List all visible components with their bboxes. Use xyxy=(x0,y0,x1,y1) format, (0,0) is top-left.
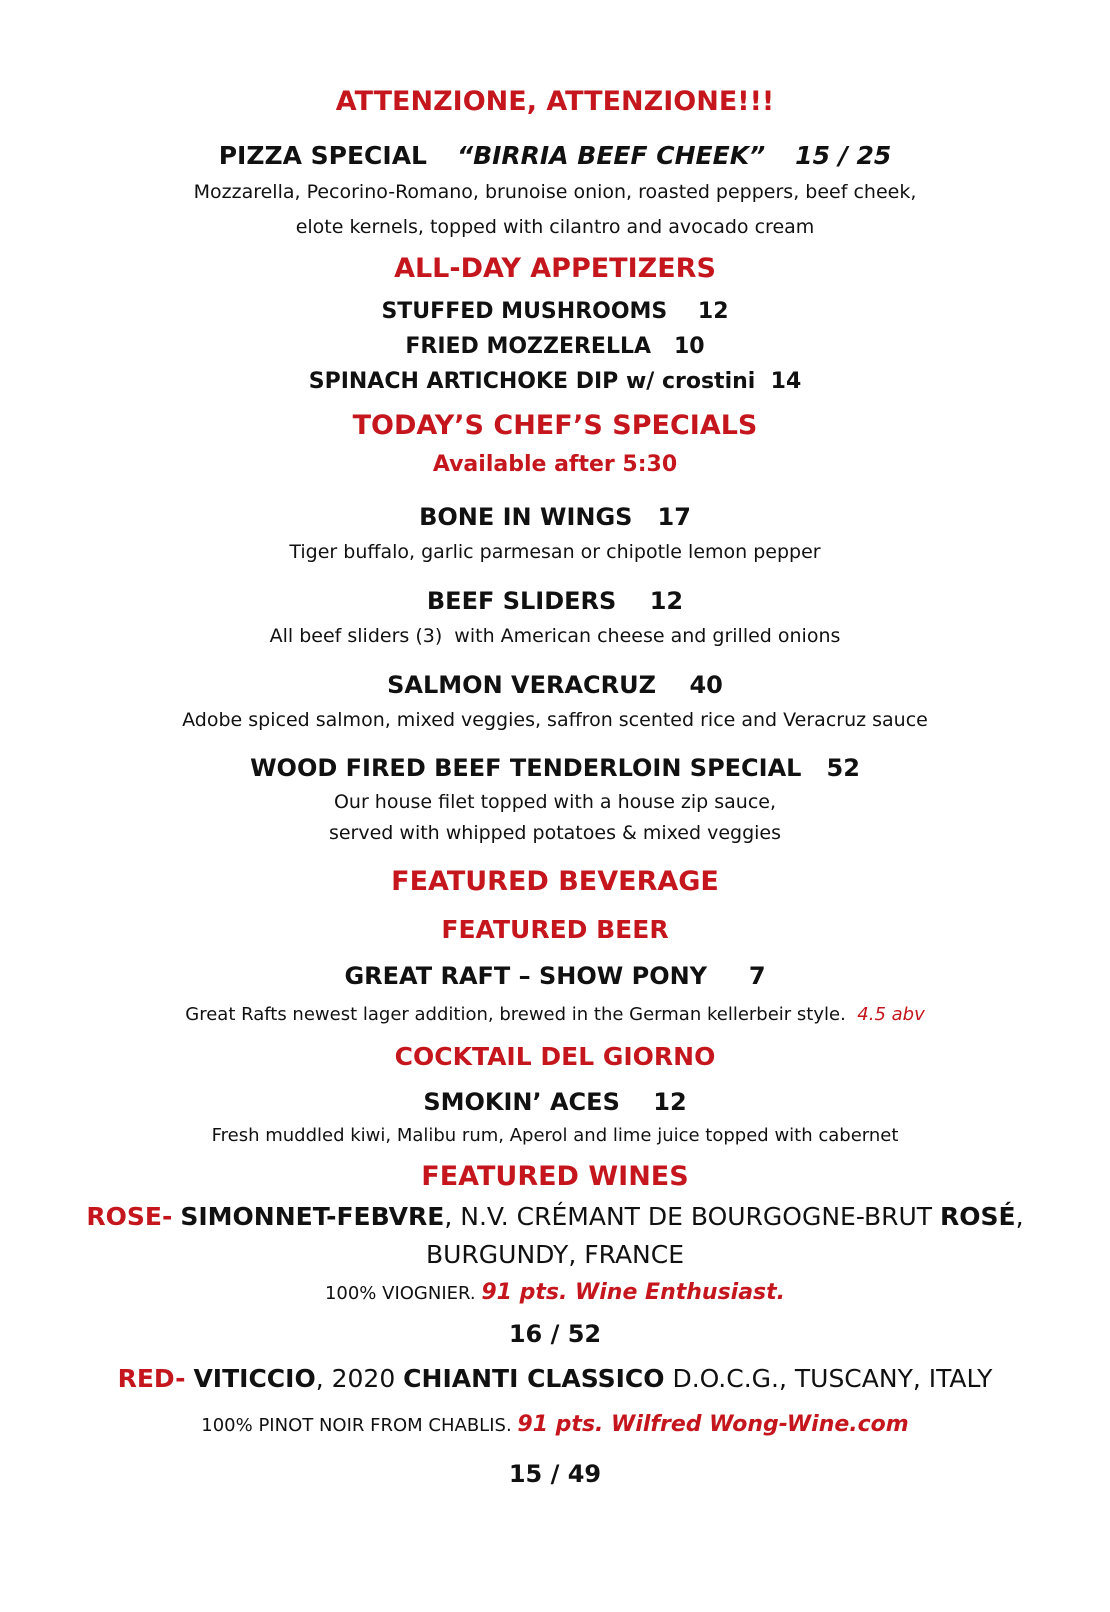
red-style: CHIANTI CLASSICO xyxy=(403,1364,665,1393)
pizza-name: “BIRRIA BEEF CHEEK” xyxy=(456,141,766,170)
special-name: BONE IN WINGS 17 xyxy=(419,503,691,531)
special-desc: Our house filet topped with a house zip sauce, xyxy=(333,791,777,813)
pizza-desc-1: Mozzarella, Pecorino-Romano, brunoise onion, roasted peppers, beef cheek, xyxy=(193,181,917,203)
pizza-desc-2: elote kernels, topped with cilantro and avocado cream xyxy=(295,216,815,238)
alert-heading: ATTENZIONE, ATTENZIONE!!! xyxy=(335,86,775,117)
special-desc: All beef sliders (3) with American cheese and grilled onions xyxy=(269,625,841,647)
red-wine-line: RED- VITICCIO, 2020 CHIANTI CLASSICO D.O.C.G., TUSCANY, ITALY xyxy=(117,1364,993,1393)
rose-note-line xyxy=(0,1280,1110,1305)
red-label: RED- xyxy=(117,1364,186,1393)
rose-producer: SIMONNET-FEBVRE xyxy=(180,1202,445,1231)
cocktail-desc: Fresh muddled kiwi, Malibu rum, Aperol and lime juice topped with cabernet xyxy=(211,1125,899,1146)
beer-desc-line xyxy=(0,1004,1110,1025)
red-note: 100% PINOT NOIR FROM CHABLIS. xyxy=(201,1415,512,1436)
wines-heading: FEATURED WINES xyxy=(421,1161,689,1192)
rose-rating: 91 pts. Wine Enthusiast. xyxy=(481,1280,786,1305)
special-name: WOOD FIRED BEEF TENDERLOIN SPECIAL 52 xyxy=(250,754,860,782)
red-region: D.O.C.G., TUSCANY, ITALY xyxy=(664,1364,993,1393)
beer-abv: 4.5 abv xyxy=(857,1004,925,1025)
beverage-heading: FEATURED BEVERAGE xyxy=(391,866,719,897)
beer-name: GREAT RAFT – SHOW PONY 7 xyxy=(344,962,766,990)
special-desc: Adobe spiced salmon, mixed veggies, saffron scented rice and Veracruz sauce xyxy=(182,709,928,731)
rose-price: 16 / 52 xyxy=(508,1320,602,1348)
cocktail-heading: COCKTAIL DEL GIORNO xyxy=(394,1042,716,1071)
cocktail-name: SMOKIN’ ACES 12 xyxy=(423,1088,687,1116)
pizza-label: PIZZA SPECIAL xyxy=(218,141,427,170)
red-price: 15 / 49 xyxy=(508,1460,602,1488)
special-name: SALMON VERACRUZ 40 xyxy=(387,671,723,699)
rose-detail: , N.V. CRÉMANT DE BOURGOGNE-BRUT xyxy=(444,1202,941,1231)
special-desc: Tiger buffalo, garlic parmesan or chipotle lemon pepper xyxy=(289,541,821,563)
appetizers-heading: ALL-DAY APPETIZERS xyxy=(394,253,716,284)
appetizer-item: FRIED MOZZERELLA 10 xyxy=(405,334,705,359)
beer-desc: Great Rafts newest lager addition, brewed in the German kellerbeir style. xyxy=(185,1004,846,1025)
beer-heading: FEATURED BEER xyxy=(441,915,669,944)
red-rating: 91 pts. Wilfred Wong-Wine.com xyxy=(517,1412,909,1437)
pizza-price: 15 / 25 xyxy=(795,141,892,170)
specials-subtitle: Available after 5:30 xyxy=(432,452,678,477)
rose-wine-line: ROSE- SIMONNET-FEBVRE, N.V. CRÉMANT DE BOURGOGNE-BRUT ROSÉ, xyxy=(86,1202,1024,1231)
appetizer-item: STUFFED MUSHROOMS 12 xyxy=(381,299,729,324)
appetizer-item: SPINACH ARTICHOKE DIP w/ crostini 14 xyxy=(308,369,802,394)
rose-style: ROSÉ xyxy=(940,1202,1016,1231)
rose-region: BURGUNDY, FRANCE xyxy=(425,1240,685,1269)
special-name: BEEF SLIDERS 12 xyxy=(426,587,684,615)
red-note-line xyxy=(0,1412,1110,1437)
special-desc: served with whipped potatoes & mixed veggies xyxy=(328,822,782,844)
rose-note: 100% VIOGNIER. xyxy=(324,1283,476,1304)
rose-label: ROSE- xyxy=(86,1202,173,1231)
specials-heading: TODAY’S CHEF’S SPECIALS xyxy=(352,410,758,441)
red-producer: VITICCIO xyxy=(193,1364,316,1393)
pizza-special-line xyxy=(0,141,1110,170)
